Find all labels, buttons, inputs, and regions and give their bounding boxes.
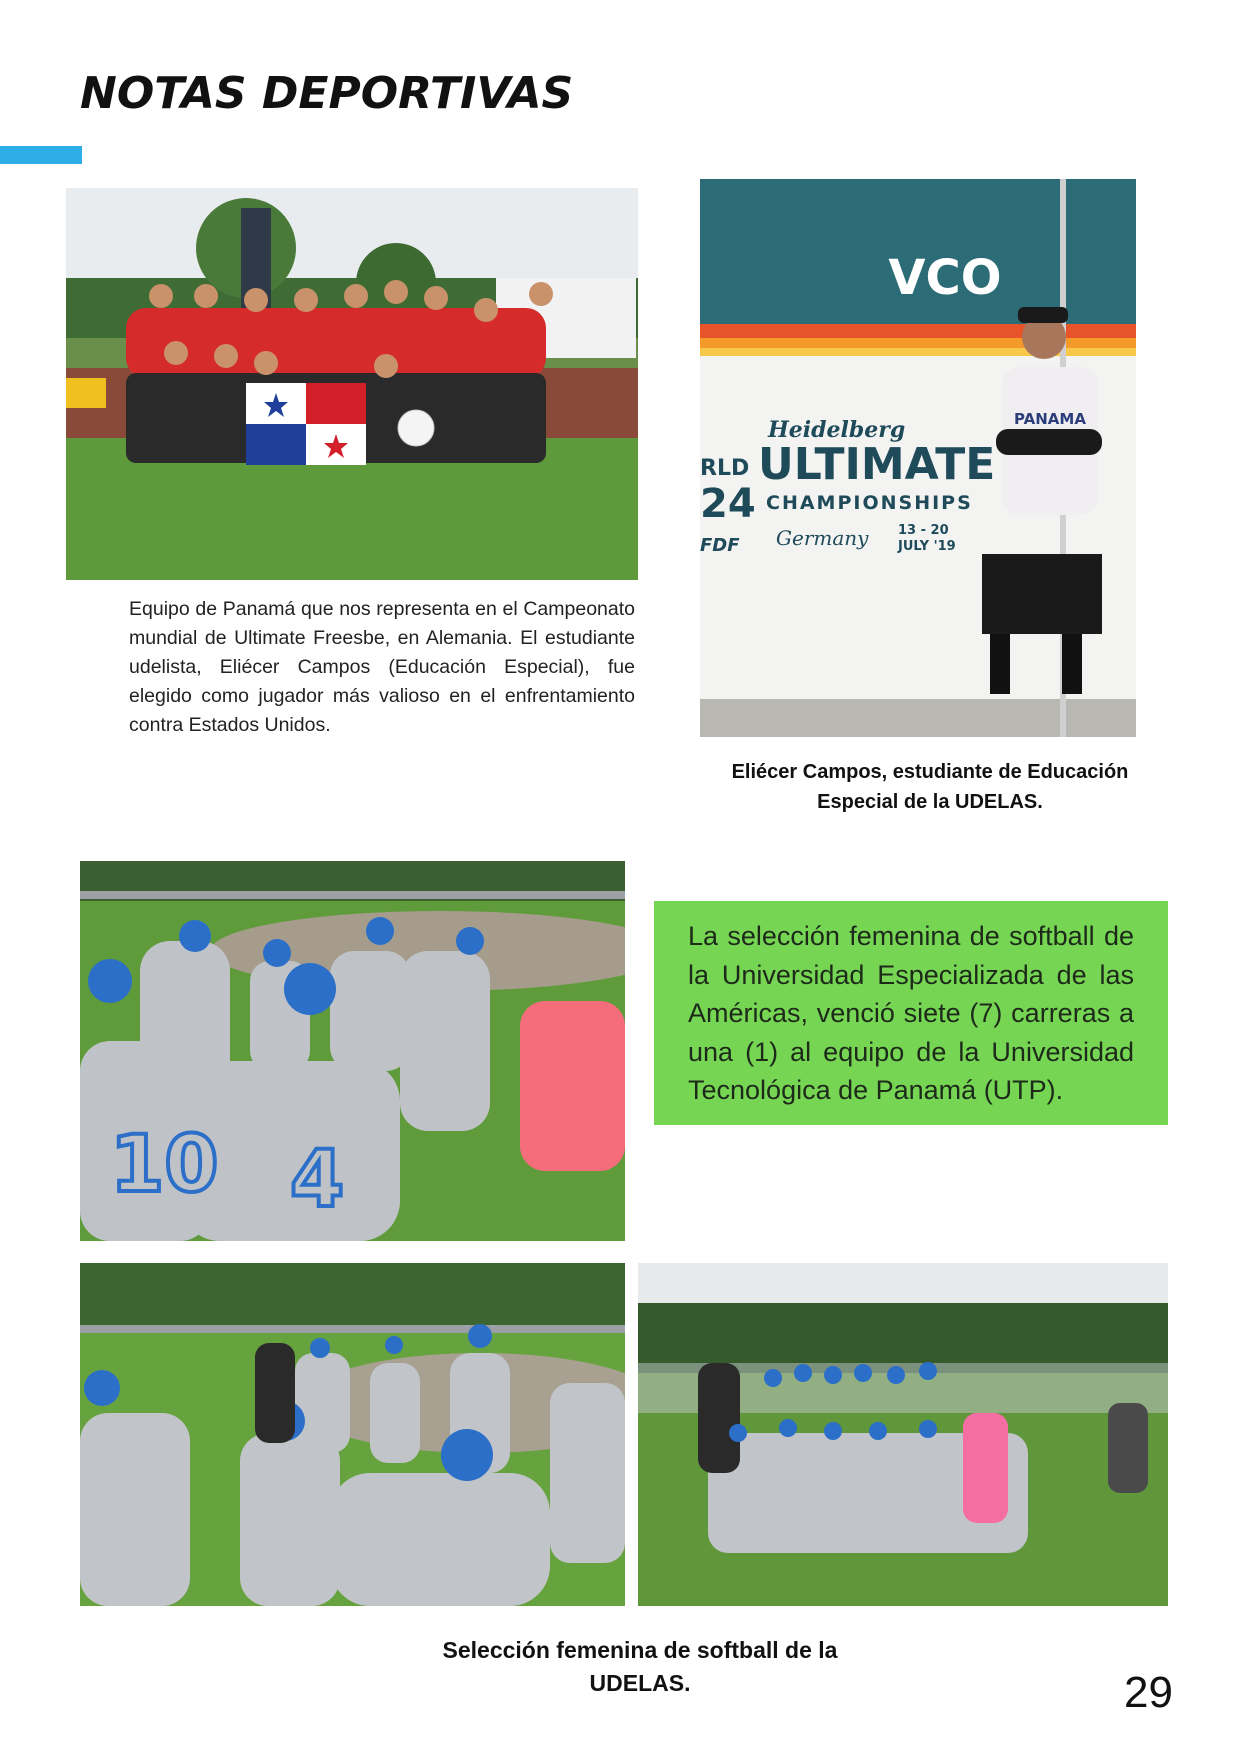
banner-line1: Heidelberg [768,417,906,443]
player-shirt-text: PANAMA [1014,410,1086,428]
photo-softball-huddle [80,861,625,1241]
caption-team: Equipo de Panamá que nos representa en el Campeonato mundial de Ultimate Freesbe, en Alemania. El estudiante udelista, Eliécer Campos (Educación Especial), fue elegido como jugador más valioso en el enfrentamiento contra Estados Unidos. [129,598,635,736]
banner-line2: ULTIMATE [758,439,996,490]
banner-left3: FDF [700,535,740,556]
photo-softball-team [638,1263,1168,1606]
softball-highlight-box [654,901,1168,1125]
banner-left2: 24 [700,481,756,527]
photo-team-panama [66,188,638,580]
caption-player: Eliécer Campos, estudiante de Educación Especial de la UDELAS. [731,761,1129,813]
jersey-number-10: 10 [110,1120,219,1210]
jersey-number-4: 4 [290,1135,345,1225]
photo-player-banner [700,179,1136,737]
photo-softball-huddle-2 [80,1263,625,1606]
caption-softball-team: Selección femenina de softball de la UDELAS. [442,1637,838,1696]
banner-dates2: JULY '19 [898,539,956,554]
page-title: NOTAS DEPORTIVAS [80,68,574,119]
banner-brand: VCO [888,250,1002,306]
softball-highlight-text: La selección femenina de softball de la Universidad Especializada de las Américas, venció siete (7) carreras a una (1) al equipo de la Universidad Tecnológica de Panamá (UTP). [688,921,1134,1105]
banner-dates1: 13 - 20 [898,523,949,538]
page-number: 29 [1124,1668,1173,1717]
accent-bar [0,146,82,164]
banner-city: Germany [776,526,869,550]
banner-left1: RLD [700,456,750,481]
banner-line3: CHAMPIONSHIPS [766,492,973,514]
